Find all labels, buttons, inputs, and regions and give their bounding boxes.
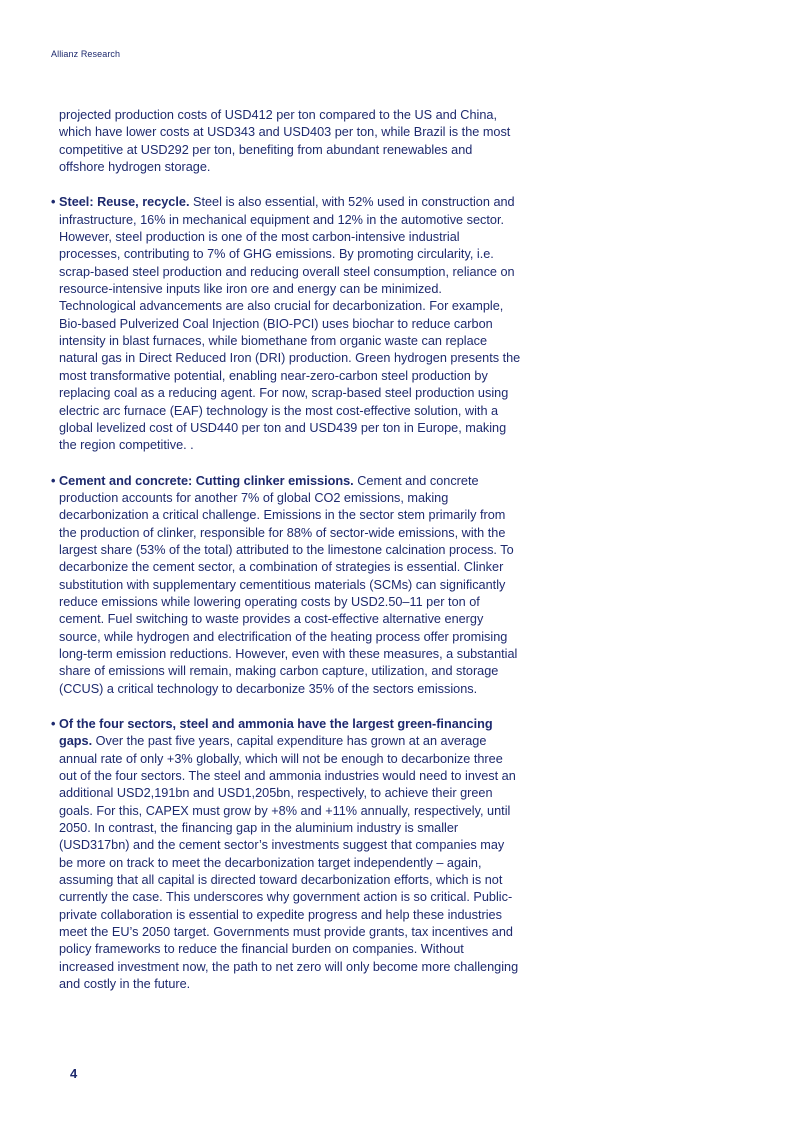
bullet-heading: Steel: Reuse, recycle.	[59, 195, 190, 210]
bullet-steel	[51, 194, 521, 454]
bullet-cement	[51, 473, 521, 698]
bullet-body: Over the past five years, capital expenditure has grown at an average annual rate of only +3% globally, which will not be enough to decarbonize three out of the four sectors. The steel and ammonia industries would need to invest an additional USD2,191bn and USD1,205bn, respectively, to achieve their green goals. For this, CAPEX must grow by +8% and +11% annually, respectively, until 2050. In contrast, the financing gap in the aluminium industry is smaller (USD317bn) and the cement sector’s investments suggest that companies may be more on track to meet the decarbonization target independently – again, assuming that all capital is directed toward decarbonization efforts, which is not currently the case. This underscores why government action is so critical. Public-private collaboration is essential to expedite progress and help these industries meet the EU’s 2050 target. Governments must provide grants, tax incentives and policy frameworks to reduce the financial burden on companies. Without increased investment now, the path to net zero will only become more challenging and costly in the future.	[59, 734, 519, 992]
intro-paragraph: projected production costs of USD412 per ton compared to the US and China, which have lower costs at USD343 and USD403 per ton, while Brazil is the most competitive at USD292 per ton, benefiting from abundant renewables and offshore hydrogen storage.	[59, 108, 511, 175]
bullet-marker: •	[51, 195, 56, 210]
bullet-body: Cement and concrete production accounts for another 7% of global CO2 emissions, making decarbonization a critical challenge. Emissions in the sector stem primarily from the production of clinker, responsible for 88% of sector-wide emissions, with the largest share (53% of the total) attributed to the limestone calcination process. To decarbonize the cement sector, a combination of strategies is essential. Clinker substitution with supplementary cementitious materials (SCMs) can significantly reduce emissions while lowering operating costs by USD2.50–11 per ton of cement. Fuel switching to waste provides a cost-effective alternative energy source, while hydrogen and electrification of the heating process offer promising long-term emission reductions. However, even with these measures, a substantial share of emissions will remain, making carbon capture, utilization, and storage (CCUS) a critical technology to decarbonize 35% of the sectors emissions.	[59, 473, 518, 696]
bullet-body: Steel is also essential, with 52% used in construction and infrastructure, 16% in mechanical equipment and 12% in the automotive sector. However, steel production is one of the most carbon-intensive industrial processes, contributing to 7% of GHG emissions. By promoting circularity, i.e. scrap-based steel production and reducing overall steel consumption, reliance on resource-intensive inputs like iron ore and energy can be minimized. Technological advancements are also crucial for decarbonization. For example, Bio-based Pulverized Coal Injection (BIO-PCI) uses biochar to reduce carbon intensity in blast furnaces, while biomethane from organic waste can replace natural gas in Direct Reduced Iron (DRI) production. Green hydrogen presents the most transformative potential, enabling near-zero-carbon steel production by replacing coal as a reducing agent. For now, scrap-based steel production using electric arc furnace (EAF) technology is the most cost-effective solution, with a global levelized cost of USD440 per ton and USD439 per ton in Europe, making the region competitive. .	[59, 195, 521, 453]
header-brand: Allianz Research	[51, 49, 121, 59]
bullet-financing-gaps	[51, 716, 521, 994]
bullet-marker: •	[51, 717, 56, 731]
bullet-heading: Of the four sectors, steel and ammonia have the largest green-financing gaps.	[59, 717, 493, 749]
bullet-heading: Cement and concrete: Cutting clinker emissions.	[59, 473, 354, 488]
page-number: 4	[70, 1066, 78, 1081]
bullet-marker: •	[51, 473, 56, 488]
main-content	[51, 107, 521, 1012]
